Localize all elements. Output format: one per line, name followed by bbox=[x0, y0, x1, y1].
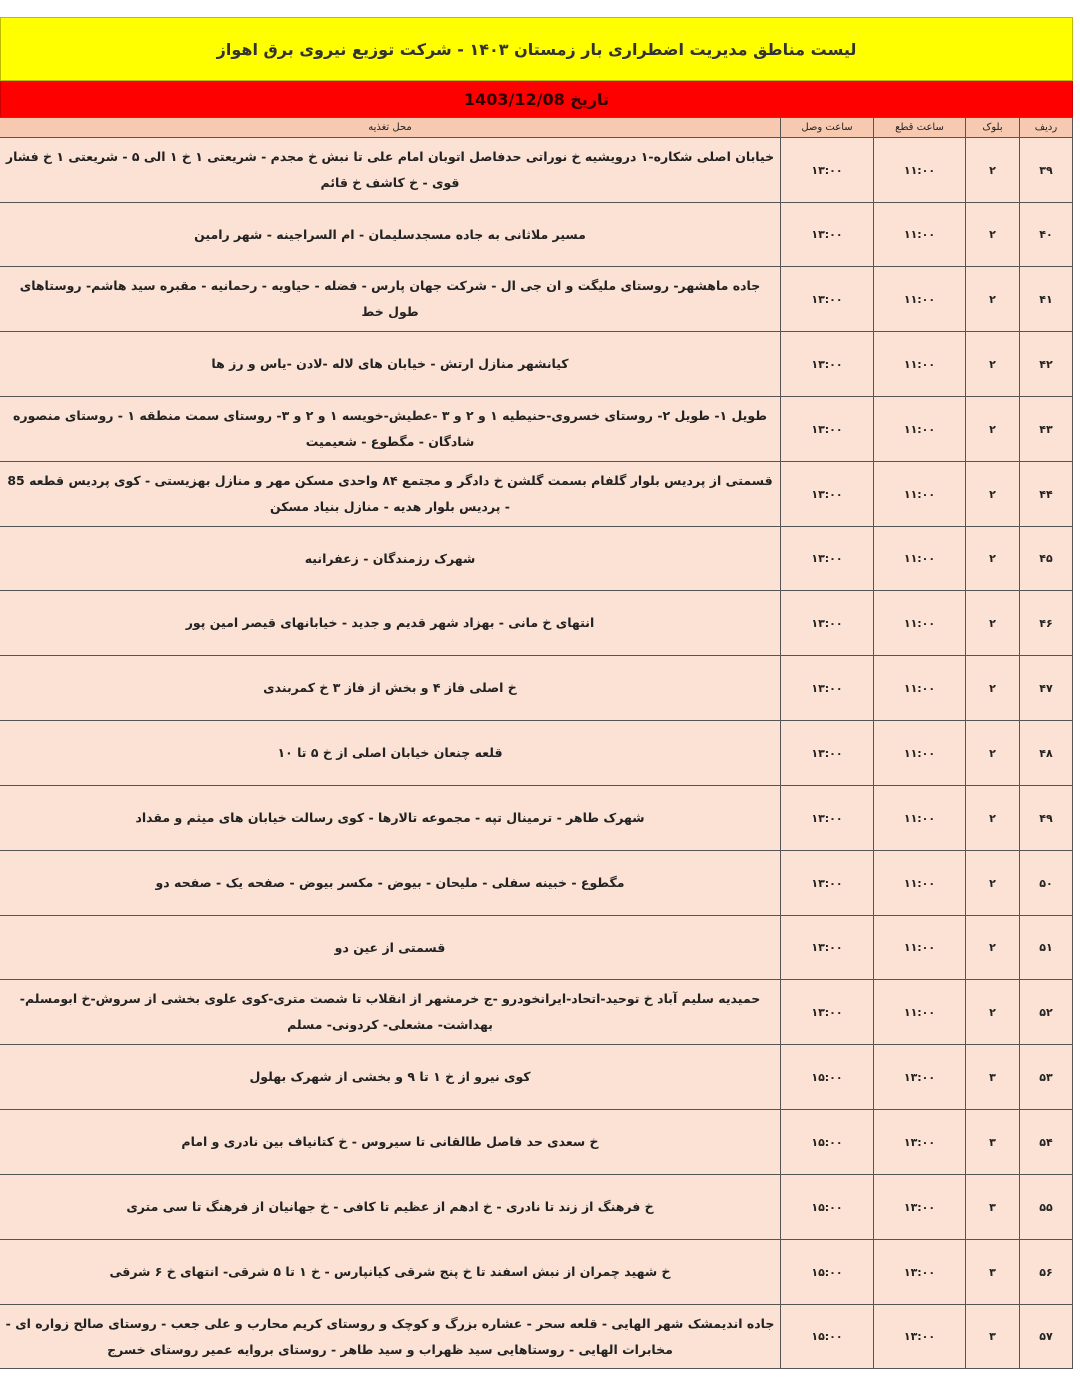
header-cut-time: ساعت قطع bbox=[874, 118, 966, 138]
cell-radif: ۴۸ bbox=[1020, 721, 1073, 786]
cell-radif: ۴۶ bbox=[1020, 591, 1073, 656]
table-row bbox=[0, 916, 1073, 980]
header-area: محل تغذیه bbox=[0, 118, 781, 138]
cell-area: کیانشهر منازل ارتش - خیابان های لاله -لادن -یاس و رز ها bbox=[0, 332, 781, 397]
cell-area: قسمتی از پردیس بلوار گلفام بسمت گلشن خ دادگر و مجتمع ۸۴ واحدی مسکن مهر و منازل بهزیستی - کوی پردیس قطعه 85 - پردیس بلوار هدیه - منازل بنیاد مسکن bbox=[0, 462, 781, 527]
table-row bbox=[0, 980, 1073, 1045]
cell-block: ۳ bbox=[966, 1045, 1020, 1110]
cell-cut-time: ۱۱:۰۰ bbox=[874, 721, 966, 786]
cell-connect-time: ۱۳:۰۰ bbox=[781, 462, 874, 527]
cell-connect-time: ۱۳:۰۰ bbox=[781, 397, 874, 462]
cell-area: قلعه چنعان خیابان اصلی از خ ۵ تا ۱۰ bbox=[0, 721, 781, 786]
cell-block: ۲ bbox=[966, 721, 1020, 786]
cell-connect-time: ۱۳:۰۰ bbox=[781, 527, 874, 591]
cell-block: ۳ bbox=[966, 1175, 1020, 1240]
cell-cut-time: ۱۱:۰۰ bbox=[874, 203, 966, 267]
cell-connect-time: ۱۳:۰۰ bbox=[781, 851, 874, 916]
cell-radif: ۴۹ bbox=[1020, 786, 1073, 851]
cell-block: ۲ bbox=[966, 203, 1020, 267]
cell-block: ۲ bbox=[966, 267, 1020, 332]
cell-radif: ۵۷ bbox=[1020, 1305, 1073, 1369]
cell-cut-time: ۱۱:۰۰ bbox=[874, 851, 966, 916]
cell-area: شهرک طاهر - ترمینال تپه - مجموعه تالارها - کوی رسالت خیابان های میثم و مقداد bbox=[0, 786, 781, 851]
cell-area: شهرک رزمندگان - زعفرانیه bbox=[0, 527, 781, 591]
cell-area: طویل ۱- طویل ۲- روستای خسروی-حنیطیه ۱ و ۲ و ۳ -عطیش-خویسه ۱ و ۲ و ۳- روستای سمت منطقه ۱ - روستای منصوره شادگان - مگطوع - شعیمیت bbox=[0, 397, 781, 462]
schedule-table bbox=[0, 117, 1073, 1369]
cell-cut-time: ۱۱:۰۰ bbox=[874, 786, 966, 851]
cell-radif: ۵۰ bbox=[1020, 851, 1073, 916]
cell-area: خ اصلی فاز ۴ و بخش از فاز ۳ خ کمربندی bbox=[0, 656, 781, 721]
header-block: بلوک bbox=[966, 118, 1020, 138]
table-row bbox=[0, 397, 1073, 462]
cell-radif: ۵۵ bbox=[1020, 1175, 1073, 1240]
cell-block: ۲ bbox=[966, 527, 1020, 591]
table-row bbox=[0, 656, 1073, 721]
cell-block: ۲ bbox=[966, 851, 1020, 916]
cell-area: کوی نیرو از خ ۱ تا ۹ و بخشی از شهرک بهلول bbox=[0, 1045, 781, 1110]
table-row bbox=[0, 1110, 1073, 1175]
cell-connect-time: ۱۳:۰۰ bbox=[781, 332, 874, 397]
table-row bbox=[0, 721, 1073, 786]
cell-cut-time: ۱۱:۰۰ bbox=[874, 397, 966, 462]
cell-area: انتهای خ مانی - بهزاد شهر قدیم و جدید - خیابانهای قیصر امین پور bbox=[0, 591, 781, 656]
cell-radif: ۴۲ bbox=[1020, 332, 1073, 397]
cell-block: ۲ bbox=[966, 916, 1020, 980]
cell-connect-time: ۱۳:۰۰ bbox=[781, 656, 874, 721]
cell-area: خیابان اصلی شکاره-۱ درویشیه خ نوراتی حدفاصل اتوبان امام علی تا نبش خ مجدم - شریعتی ۱ خ ۱ الی ۵ - شریعتی ۱ خ فشار قوی - خ کاشف خ قائم bbox=[0, 138, 781, 203]
cell-connect-time: ۱۳:۰۰ bbox=[781, 267, 874, 332]
cell-radif: ۴۳ bbox=[1020, 397, 1073, 462]
table-row bbox=[0, 462, 1073, 527]
cell-connect-time: ۱۳:۰۰ bbox=[781, 721, 874, 786]
cell-cut-time: ۱۳:۰۰ bbox=[874, 1175, 966, 1240]
header-radif: ردیف bbox=[1020, 118, 1073, 138]
cell-cut-time: ۱۱:۰۰ bbox=[874, 138, 966, 203]
cell-radif: ۴۷ bbox=[1020, 656, 1073, 721]
table-row bbox=[0, 851, 1073, 916]
cell-radif: ۵۲ bbox=[1020, 980, 1073, 1045]
cell-block: ۲ bbox=[966, 397, 1020, 462]
cell-cut-time: ۱۱:۰۰ bbox=[874, 332, 966, 397]
cell-block: ۲ bbox=[966, 786, 1020, 851]
sheet-title: لیست مناطق مدیریت اضطراری بار زمستان ۱۴۰۳ - شرکت توزیع نیروی برق اهواز bbox=[0, 17, 1073, 81]
cell-connect-time: ۱۵:۰۰ bbox=[781, 1045, 874, 1110]
cell-radif: ۴۴ bbox=[1020, 462, 1073, 527]
cell-block: ۳ bbox=[966, 1305, 1020, 1369]
table-header-row bbox=[0, 118, 1073, 138]
cell-block: ۲ bbox=[966, 656, 1020, 721]
cell-block: ۲ bbox=[966, 462, 1020, 527]
cell-connect-time: ۱۵:۰۰ bbox=[781, 1175, 874, 1240]
cell-radif: ۵۳ bbox=[1020, 1045, 1073, 1110]
cell-area: حمیدیه سلیم آباد خ توحید-اتحاد-ایرانخودرو -ج خرمشهر از انقلاب تا شصت متری-کوی علوی بخشی از سروش-خ ابومسلم- بهداشت- مشعلی- کردونی- مسلم bbox=[0, 980, 781, 1045]
cell-cut-time: ۱۳:۰۰ bbox=[874, 1240, 966, 1305]
cell-block: ۲ bbox=[966, 591, 1020, 656]
table-row bbox=[0, 203, 1073, 267]
table-row bbox=[0, 1240, 1073, 1305]
table-body bbox=[0, 138, 1073, 1369]
cell-connect-time: ۱۳:۰۰ bbox=[781, 203, 874, 267]
table-row bbox=[0, 1305, 1073, 1369]
table-row bbox=[0, 267, 1073, 332]
cell-connect-time: ۱۵:۰۰ bbox=[781, 1305, 874, 1369]
cell-connect-time: ۱۳:۰۰ bbox=[781, 980, 874, 1045]
cell-connect-time: ۱۵:۰۰ bbox=[781, 1110, 874, 1175]
cell-cut-time: ۱۱:۰۰ bbox=[874, 527, 966, 591]
cell-block: ۲ bbox=[966, 332, 1020, 397]
cell-cut-time: ۱۱:۰۰ bbox=[874, 267, 966, 332]
cell-cut-time: ۱۳:۰۰ bbox=[874, 1045, 966, 1110]
cell-cut-time: ۱۱:۰۰ bbox=[874, 462, 966, 527]
cell-cut-time: ۱۱:۰۰ bbox=[874, 980, 966, 1045]
table-row bbox=[0, 138, 1073, 203]
cell-block: ۲ bbox=[966, 980, 1020, 1045]
cell-cut-time: ۱۱:۰۰ bbox=[874, 591, 966, 656]
cell-cut-time: ۱۳:۰۰ bbox=[874, 1110, 966, 1175]
cell-radif: ۴۰ bbox=[1020, 203, 1073, 267]
cell-area: خ فرهنگ از زند تا نادری - خ ادهم از عظیم تا کافی - خ جهانیان از فرهنگ تا سی متری bbox=[0, 1175, 781, 1240]
cell-connect-time: ۱۳:۰۰ bbox=[781, 916, 874, 980]
cell-block: ۳ bbox=[966, 1110, 1020, 1175]
sheet-date: تاریخ 1403/12/08 bbox=[0, 81, 1073, 117]
cell-area: مگطوع - خبینه سفلی - ملیحان - بیوض - مکسر بیوض - صفحه یک - صفحه دو bbox=[0, 851, 781, 916]
cell-radif: ۳۹ bbox=[1020, 138, 1073, 203]
cell-area: خ شهید چمران از نبش اسفند تا خ پنج شرقی کیانپارس - خ ۱ تا ۵ شرقی- انتهای خ ۶ شرقی bbox=[0, 1240, 781, 1305]
schedule-sheet bbox=[0, 17, 1073, 1369]
cell-area: مسیر ملاثانی به جاده مسجدسلیمان - ام السراجینه - شهر رامین bbox=[0, 203, 781, 267]
cell-area: جاده اندیمشک شهر الهایی - قلعه سحر - عشاره بزرگ و کوچک و روستای کریم محارب و علی جعب - روستای صالح زواره ای - مخابرات الهایی - روستاهایی سید ظهراب و سید طاهر - روستای بروایه عمیر روستای خسرج bbox=[0, 1305, 781, 1369]
header-connect-time: ساعت وصل bbox=[781, 118, 874, 138]
cell-area: خ سعدی حد فاصل طالقانی تا سیروس - خ کتانیاف بین نادری و امام bbox=[0, 1110, 781, 1175]
cell-connect-time: ۱۵:۰۰ bbox=[781, 1240, 874, 1305]
cell-cut-time: ۱۱:۰۰ bbox=[874, 916, 966, 980]
table-row bbox=[0, 786, 1073, 851]
table-row bbox=[0, 591, 1073, 656]
cell-radif: ۵۴ bbox=[1020, 1110, 1073, 1175]
cell-block: ۳ bbox=[966, 1240, 1020, 1305]
table-row bbox=[0, 1045, 1073, 1110]
cell-area: جاده ماهشهر- روستای ملیگت و ان جی ال - شرکت جهان پارس - فضله - حیاویه - رحمانیه - مقبره سید هاشم- روستاهای طول خط bbox=[0, 267, 781, 332]
cell-cut-time: ۱۱:۰۰ bbox=[874, 656, 966, 721]
cell-cut-time: ۱۳:۰۰ bbox=[874, 1305, 966, 1369]
cell-radif: ۵۱ bbox=[1020, 916, 1073, 980]
cell-area: قسمتی از عین دو bbox=[0, 916, 781, 980]
cell-connect-time: ۱۳:۰۰ bbox=[781, 138, 874, 203]
table-row bbox=[0, 527, 1073, 591]
cell-block: ۲ bbox=[966, 138, 1020, 203]
cell-radif: ۴۵ bbox=[1020, 527, 1073, 591]
cell-connect-time: ۱۳:۰۰ bbox=[781, 591, 874, 656]
cell-radif: ۵۶ bbox=[1020, 1240, 1073, 1305]
cell-connect-time: ۱۳:۰۰ bbox=[781, 786, 874, 851]
table-row bbox=[0, 1175, 1073, 1240]
table-row bbox=[0, 332, 1073, 397]
cell-radif: ۴۱ bbox=[1020, 267, 1073, 332]
